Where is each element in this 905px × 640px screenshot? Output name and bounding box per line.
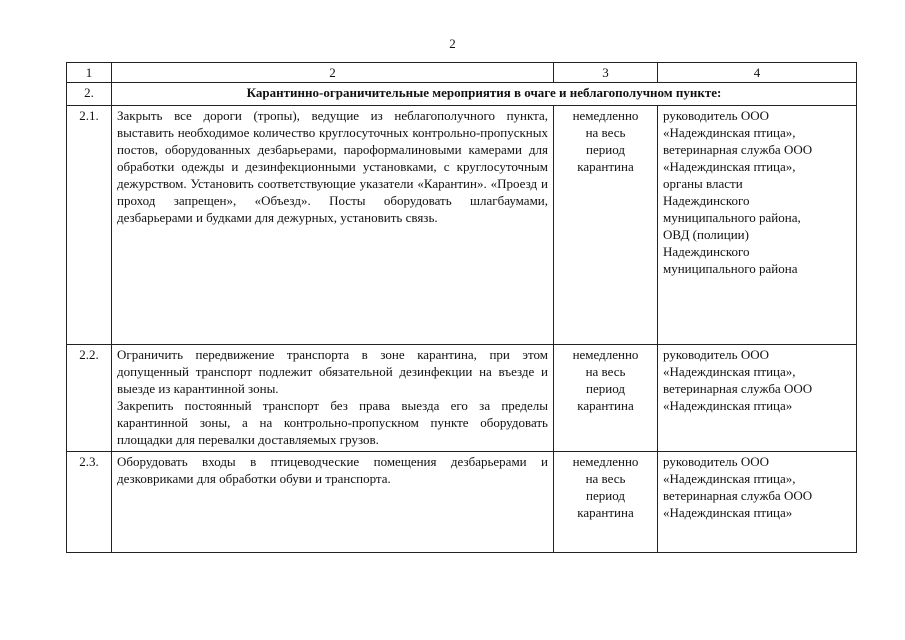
- action-cell: [112, 452, 554, 553]
- term-line: период: [586, 142, 625, 157]
- term-line: период: [586, 488, 625, 503]
- responsible-line: ОВД (полиции): [663, 227, 749, 242]
- responsible-line: Надеждинского: [663, 193, 750, 208]
- term-line: на весь: [585, 364, 626, 379]
- action-text: Закрепить постоянный транспорт без права выезда его за пределы карантинной зоны, а на контрольно-пропускном пункте оборудовать площадки для перевалки доставляемых грузов.: [117, 398, 548, 447]
- table-row: [67, 106, 857, 345]
- table-row: [67, 345, 857, 452]
- responsible-line: ветеринарная служба ООО: [663, 381, 813, 396]
- responsible-line: руководитель ООО: [663, 108, 770, 123]
- section-title: Карантинно-ограничительные мероприятия в очаге и неблагополучном пункте:: [112, 83, 857, 106]
- action-cell: [112, 345, 554, 452]
- table-header-row: [67, 63, 857, 83]
- term-line: карантина: [577, 505, 634, 520]
- action-text: Закрыть все дороги (тропы), ведущие из неблагополучного пункта, выставить необходимое количество круглосуточных контрольно-пропускных постов, оборудованных дезбарьерами, пароформалиновыми камерами для обработки одежды и дезинфекционными установками, с круглосуточным дежурством. Установить соответствующие указатели «Карантин». «Проезд и проход запрещен», «Объезд». Посты оборудовать шлагбаумами, дезбарьерами и будками для дежурных, установить связь.: [117, 108, 548, 225]
- term-line: немедленно: [572, 454, 639, 469]
- row-number: 2.1.: [67, 106, 112, 345]
- term-line: на весь: [585, 471, 626, 486]
- term-cell: [554, 106, 658, 345]
- responsible-line: муниципального района,: [663, 210, 801, 225]
- responsible-line: Надеждинского: [663, 244, 750, 259]
- column-header-1: 1: [67, 63, 112, 83]
- responsible-line: «Надеждинская птица»,: [663, 125, 796, 140]
- responsible-line: органы власти: [663, 176, 743, 191]
- responsible-cell: [658, 345, 857, 452]
- term-cell: [554, 345, 658, 452]
- term-line: карантина: [577, 159, 634, 174]
- responsible-cell: [658, 452, 857, 553]
- page-number: 2: [449, 36, 456, 51]
- column-header-2: 2: [112, 63, 554, 83]
- column-header-3: 3: [554, 63, 658, 83]
- section-row: [67, 83, 857, 106]
- term-line: на весь: [585, 125, 626, 140]
- column-header-4: 4: [658, 63, 857, 83]
- responsible-line: руководитель ООО: [663, 347, 770, 362]
- row-number: 2.2.: [67, 345, 112, 452]
- action-cell: [112, 106, 554, 345]
- measures-table: [66, 62, 857, 553]
- term-line: период: [586, 381, 625, 396]
- responsible-line: муниципального района: [663, 261, 798, 276]
- row-number: 2.3.: [67, 452, 112, 553]
- table-row: [67, 452, 857, 553]
- responsible-line: руководитель ООО: [663, 454, 770, 469]
- term-line: немедленно: [572, 108, 639, 123]
- responsible-line: ветеринарная служба ООО: [663, 142, 813, 157]
- responsible-line: «Надеждинская птица»,: [663, 364, 796, 379]
- action-text: Ограничить передвижение транспорта в зоне карантина, при этом допущенный транспорт подлежит обязательной дезинфекции на въезде и выезде из карантинной зоны.: [117, 347, 548, 396]
- responsible-line: ветеринарная служба ООО: [663, 488, 813, 503]
- term-line: карантина: [577, 398, 634, 413]
- responsible-line: «Надеждинская птица»: [663, 505, 793, 520]
- term-line: немедленно: [572, 347, 639, 362]
- action-text: Оборудовать входы в птицеводческие помещения дезбарьерами и дезковриками для обработки обуви и транспорта.: [117, 454, 548, 486]
- responsible-cell: [658, 106, 857, 345]
- section-number: 2.: [67, 83, 112, 106]
- responsible-line: «Надеждинская птица»,: [663, 471, 796, 486]
- term-cell: [554, 452, 658, 553]
- responsible-line: «Надеждинская птица»: [663, 398, 793, 413]
- responsible-line: «Надеждинская птица»,: [663, 159, 796, 174]
